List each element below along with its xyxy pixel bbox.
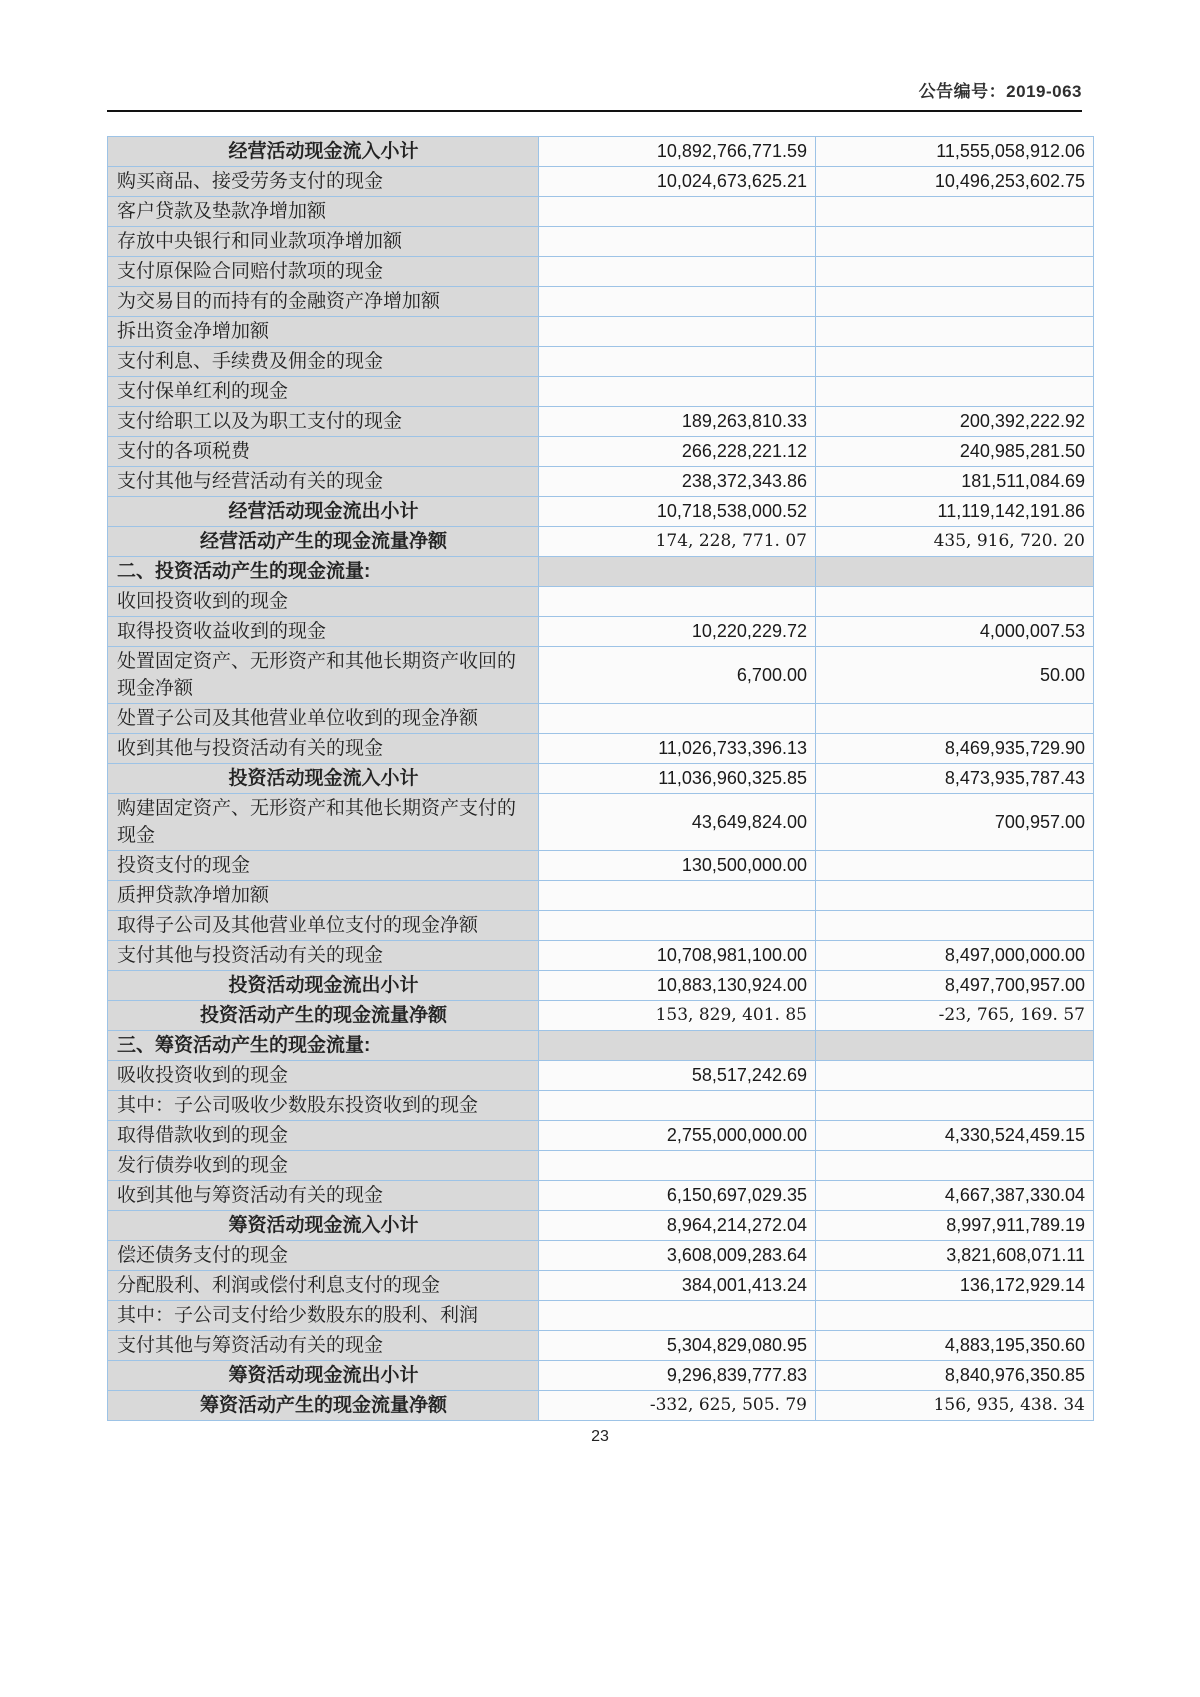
table-row — [108, 1031, 1094, 1061]
prior-period-amount: 4,000,007.53 — [816, 617, 1094, 647]
row-label: 其中：子公司吸收少数股东投资收到的现金 — [108, 1091, 539, 1121]
row-label: 经营活动现金流入小计 — [108, 137, 539, 167]
table-row — [108, 647, 1094, 704]
current-period-amount — [539, 911, 816, 941]
table-row — [108, 1301, 1094, 1331]
row-label: 支付其他与经营活动有关的现金 — [108, 467, 539, 497]
header-rule — [107, 110, 1082, 112]
current-period-amount: 9,296,839,777.83 — [539, 1361, 816, 1391]
row-label: 收回投资收到的现金 — [108, 587, 539, 617]
row-label: 支付利息、手续费及佣金的现金 — [108, 347, 539, 377]
row-label: 支付其他与筹资活动有关的现金 — [108, 1331, 539, 1361]
prior-period-amount: 3,821,608,071.11 — [816, 1241, 1094, 1271]
row-label: 经营活动现金流出小计 — [108, 497, 539, 527]
prior-period-amount: 8,997,911,789.19 — [816, 1211, 1094, 1241]
table-row — [108, 1181, 1094, 1211]
row-label: 支付原保险合同赔付款项的现金 — [108, 257, 539, 287]
cash-flow-table-body — [108, 137, 1094, 1421]
prior-period-amount — [816, 317, 1094, 347]
prior-period-amount — [816, 377, 1094, 407]
table-row — [108, 1241, 1094, 1271]
table-row — [108, 317, 1094, 347]
row-label: 筹资活动现金流出小计 — [108, 1361, 539, 1391]
row-label: 取得投资收益收到的现金 — [108, 617, 539, 647]
prior-period-amount: 11,119,142,191.86 — [816, 497, 1094, 527]
prior-period-amount: 4,883,195,350.60 — [816, 1331, 1094, 1361]
current-period-amount: 153, 829, 401. 85 — [539, 1001, 816, 1031]
row-label: 投资活动产生的现金流量净额 — [108, 1001, 539, 1031]
table-row — [108, 587, 1094, 617]
current-period-amount — [539, 1151, 816, 1181]
current-period-amount — [539, 587, 816, 617]
table-row — [108, 257, 1094, 287]
row-label: 经营活动产生的现金流量净额 — [108, 527, 539, 557]
prior-period-amount: 181,511,084.69 — [816, 467, 1094, 497]
current-period-amount — [539, 347, 816, 377]
prior-period-amount — [816, 1061, 1094, 1091]
prior-period-amount: 11,555,058,912.06 — [816, 137, 1094, 167]
table-row — [108, 467, 1094, 497]
table-row — [108, 377, 1094, 407]
table-row — [108, 1271, 1094, 1301]
table-row — [108, 764, 1094, 794]
prior-period-amount: 700,957.00 — [816, 794, 1094, 851]
table-row — [108, 971, 1094, 1001]
current-period-amount — [539, 881, 816, 911]
prior-period-amount: 156, 935, 438. 34 — [816, 1391, 1094, 1421]
row-label: 偿还债务支付的现金 — [108, 1241, 539, 1271]
current-period-amount: 238,372,343.86 — [539, 467, 816, 497]
prior-period-amount: -23, 765, 169. 57 — [816, 1001, 1094, 1031]
current-period-amount: 3,608,009,283.64 — [539, 1241, 816, 1271]
table-row — [108, 1001, 1094, 1031]
row-label: 客户贷款及垫款净增加额 — [108, 197, 539, 227]
prior-period-amount — [816, 1031, 1094, 1061]
table-row — [108, 794, 1094, 851]
row-label: 二、投资活动产生的现金流量: — [108, 557, 539, 587]
current-period-amount: 10,708,981,100.00 — [539, 941, 816, 971]
prior-period-amount: 136,172,929.14 — [816, 1271, 1094, 1301]
current-period-amount: 6,150,697,029.35 — [539, 1181, 816, 1211]
row-label: 其中：子公司支付给少数股东的股利、利润 — [108, 1301, 539, 1331]
row-label: 支付给职工以及为职工支付的现金 — [108, 407, 539, 437]
row-label: 购建固定资产、无形资产和其他长期资产支付的现金 — [108, 794, 539, 851]
current-period-amount: -332, 625, 505. 79 — [539, 1391, 816, 1421]
table-row — [108, 734, 1094, 764]
table-row — [108, 227, 1094, 257]
table-row — [108, 617, 1094, 647]
table-row — [108, 851, 1094, 881]
row-label: 筹资活动产生的现金流量净额 — [108, 1391, 539, 1421]
prior-period-amount — [816, 257, 1094, 287]
row-label: 收到其他与投资活动有关的现金 — [108, 734, 539, 764]
prior-period-amount — [816, 881, 1094, 911]
table-row — [108, 1061, 1094, 1091]
prior-period-amount — [816, 851, 1094, 881]
row-label: 分配股利、利润或偿付利息支付的现金 — [108, 1271, 539, 1301]
prior-period-amount: 50.00 — [816, 647, 1094, 704]
row-label: 拆出资金净增加额 — [108, 317, 539, 347]
row-label: 为交易目的而持有的金融资产净增加额 — [108, 287, 539, 317]
row-label: 支付保单红利的现金 — [108, 377, 539, 407]
table-row — [108, 197, 1094, 227]
current-period-amount: 2,755,000,000.00 — [539, 1121, 816, 1151]
prior-period-amount — [816, 347, 1094, 377]
current-period-amount — [539, 227, 816, 257]
table-row — [108, 557, 1094, 587]
table-row — [108, 137, 1094, 167]
row-label: 质押贷款净增加额 — [108, 881, 539, 911]
prior-period-amount: 10,496,253,602.75 — [816, 167, 1094, 197]
current-period-amount: 10,024,673,625.21 — [539, 167, 816, 197]
prior-period-amount: 8,840,976,350.85 — [816, 1361, 1094, 1391]
table-row — [108, 1361, 1094, 1391]
row-label: 三、筹资活动产生的现金流量: — [108, 1031, 539, 1061]
row-label: 取得子公司及其他营业单位支付的现金净额 — [108, 911, 539, 941]
row-label: 购买商品、接受劳务支付的现金 — [108, 167, 539, 197]
prior-period-amount — [816, 197, 1094, 227]
prior-period-amount: 200,392,222.92 — [816, 407, 1094, 437]
current-period-amount: 10,892,766,771.59 — [539, 137, 816, 167]
current-period-amount — [539, 704, 816, 734]
row-label: 处置固定资产、无形资产和其他长期资产收回的现金净额 — [108, 647, 539, 704]
current-period-amount: 10,718,538,000.52 — [539, 497, 816, 527]
prior-period-amount: 4,667,387,330.04 — [816, 1181, 1094, 1211]
row-label: 支付的各项税费 — [108, 437, 539, 467]
current-period-amount: 8,964,214,272.04 — [539, 1211, 816, 1241]
cash-flow-table — [107, 136, 1094, 1421]
table-row — [108, 1121, 1094, 1151]
table-row — [108, 287, 1094, 317]
table-row — [108, 881, 1094, 911]
prior-period-amount: 435, 916, 720. 20 — [816, 527, 1094, 557]
current-period-amount: 6,700.00 — [539, 647, 816, 704]
table-row — [108, 1391, 1094, 1421]
prior-period-amount: 4,330,524,459.15 — [816, 1121, 1094, 1151]
current-period-amount — [539, 257, 816, 287]
table-row — [108, 911, 1094, 941]
current-period-amount: 5,304,829,080.95 — [539, 1331, 816, 1361]
current-period-amount — [539, 377, 816, 407]
current-period-amount: 189,263,810.33 — [539, 407, 816, 437]
current-period-amount: 266,228,221.12 — [539, 437, 816, 467]
row-label: 投资支付的现金 — [108, 851, 539, 881]
row-label: 存放中央银行和同业款项净增加额 — [108, 227, 539, 257]
current-period-amount: 174, 228, 771. 07 — [539, 527, 816, 557]
prior-period-amount: 240,985,281.50 — [816, 437, 1094, 467]
current-period-amount: 11,036,960,325.85 — [539, 764, 816, 794]
prior-period-amount: 8,473,935,787.43 — [816, 764, 1094, 794]
current-period-amount — [539, 557, 816, 587]
table-row — [108, 1211, 1094, 1241]
current-period-amount: 10,220,229.72 — [539, 617, 816, 647]
row-label: 处置子公司及其他营业单位收到的现金净额 — [108, 704, 539, 734]
table-row — [108, 527, 1094, 557]
current-period-amount: 11,026,733,396.13 — [539, 734, 816, 764]
current-period-amount: 43,649,824.00 — [539, 794, 816, 851]
current-period-amount — [539, 1301, 816, 1331]
prior-period-amount — [816, 704, 1094, 734]
table-row — [108, 941, 1094, 971]
current-period-amount: 10,883,130,924.00 — [539, 971, 816, 1001]
table-row — [108, 347, 1094, 377]
table-row — [108, 167, 1094, 197]
current-period-amount — [539, 317, 816, 347]
row-label: 发行债券收到的现金 — [108, 1151, 539, 1181]
current-period-amount: 130,500,000.00 — [539, 851, 816, 881]
prior-period-amount — [816, 557, 1094, 587]
prior-period-amount: 8,497,700,957.00 — [816, 971, 1094, 1001]
prior-period-amount: 8,497,000,000.00 — [816, 941, 1094, 971]
prior-period-amount: 8,469,935,729.90 — [816, 734, 1094, 764]
current-period-amount: 58,517,242.69 — [539, 1061, 816, 1091]
prior-period-amount — [816, 911, 1094, 941]
announcement-number: 公告编号：2019-063 — [918, 82, 1082, 101]
table-row — [108, 1331, 1094, 1361]
current-period-amount: 384,001,413.24 — [539, 1271, 816, 1301]
row-label: 取得借款收到的现金 — [108, 1121, 539, 1151]
current-period-amount — [539, 1031, 816, 1061]
prior-period-amount — [816, 1091, 1094, 1121]
row-label: 吸收投资收到的现金 — [108, 1061, 539, 1091]
row-label: 支付其他与投资活动有关的现金 — [108, 941, 539, 971]
current-period-amount — [539, 197, 816, 227]
table-row — [108, 437, 1094, 467]
table-row — [108, 407, 1094, 437]
current-period-amount — [539, 287, 816, 317]
current-period-amount — [539, 1091, 816, 1121]
prior-period-amount — [816, 1301, 1094, 1331]
prior-period-amount — [816, 587, 1094, 617]
table-row — [108, 1091, 1094, 1121]
table-row — [108, 704, 1094, 734]
row-label: 投资活动现金流出小计 — [108, 971, 539, 1001]
row-label: 投资活动现金流入小计 — [108, 764, 539, 794]
prior-period-amount — [816, 227, 1094, 257]
prior-period-amount — [816, 1151, 1094, 1181]
prior-period-amount — [816, 287, 1094, 317]
row-label: 收到其他与筹资活动有关的现金 — [108, 1181, 539, 1211]
table-row — [108, 497, 1094, 527]
table-row — [108, 1151, 1094, 1181]
row-label: 筹资活动现金流入小计 — [108, 1211, 539, 1241]
page-number: 23 — [591, 1428, 609, 1445]
